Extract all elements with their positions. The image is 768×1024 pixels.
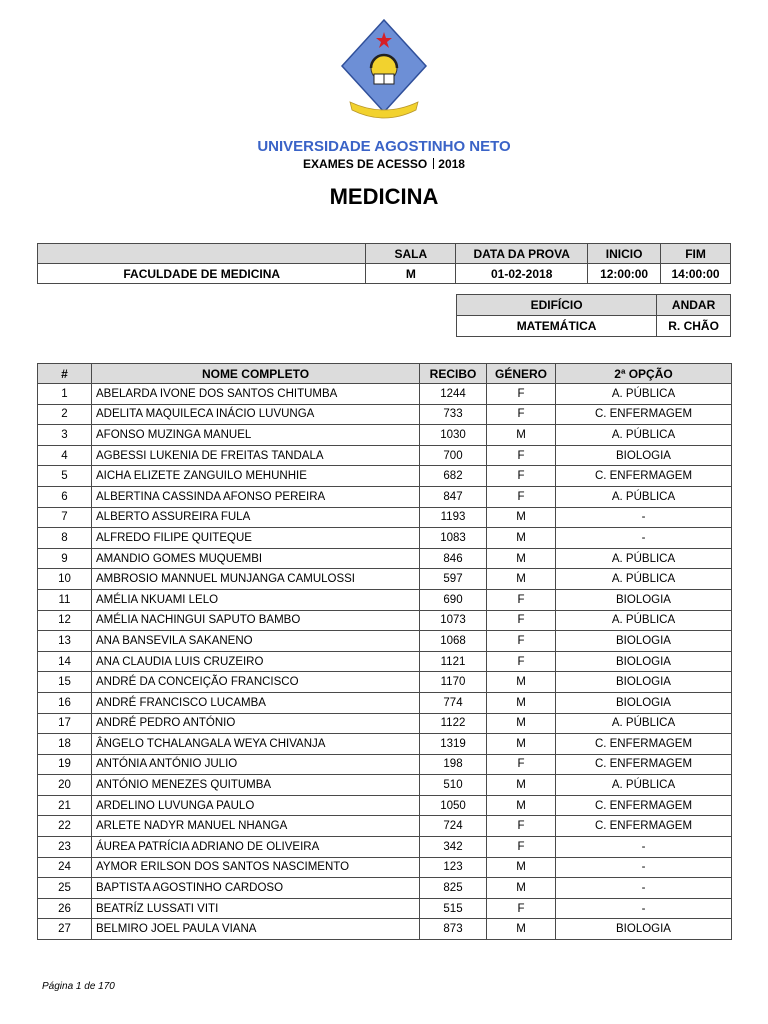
table-row <box>38 569 732 590</box>
recibo-cell: 1050 <box>420 795 487 816</box>
row-number-cell: 22 <box>38 816 92 837</box>
row-number-cell: 8 <box>38 528 92 549</box>
table-row <box>38 610 732 631</box>
genero-cell: M <box>487 878 556 899</box>
table-row <box>38 384 732 405</box>
segunda-opcao-cell: A. PÚBLICA <box>556 569 732 590</box>
location-row <box>457 316 731 337</box>
recibo-cell: 1073 <box>420 610 487 631</box>
student-name-cell: BELMIRO JOEL PAULA VIANA <box>92 919 420 940</box>
column-header-opcao: 2ª OPÇÃO <box>556 364 732 384</box>
student-name-cell: ALBERTO ASSUREIRA FULA <box>92 507 420 528</box>
segunda-opcao-cell: BIOLOGIA <box>556 692 732 713</box>
students-table <box>37 363 732 940</box>
row-number-cell: 23 <box>38 837 92 858</box>
segunda-opcao-cell: A. PÚBLICA <box>556 548 732 569</box>
table-row <box>38 775 732 796</box>
genero-cell: M <box>487 734 556 755</box>
segunda-opcao-cell: A. PÚBLICA <box>556 775 732 796</box>
student-name-cell: ANDRÉ FRANCISCO LUCAMBA <box>92 692 420 713</box>
student-name-cell: ANDRÉ PEDRO ANTÓNIO <box>92 713 420 734</box>
student-name-cell: AICHA ELIZETE ZANGUILO MEHUNHIE <box>92 466 420 487</box>
recibo-cell: 198 <box>420 754 487 775</box>
row-number-cell: 16 <box>38 692 92 713</box>
column-header-genero: GÉNERO <box>487 364 556 384</box>
segunda-opcao-cell: C. ENFERMAGEM <box>556 404 732 425</box>
recibo-cell: 1122 <box>420 713 487 734</box>
row-number-cell: 6 <box>38 486 92 507</box>
genero-cell: M <box>487 425 556 446</box>
segunda-opcao-cell: - <box>556 857 732 878</box>
student-name-cell: AFONSO MUZINGA MANUEL <box>92 425 420 446</box>
row-number-cell: 21 <box>38 795 92 816</box>
row-number-cell: 5 <box>38 466 92 487</box>
genero-cell: F <box>487 631 556 652</box>
students-table-body <box>38 384 732 940</box>
student-name-cell: AMBROSIO MANNUEL MUNJANGA CAMULOSSI <box>92 569 420 590</box>
university-emblem-icon <box>338 18 430 130</box>
segunda-opcao-cell: BIOLOGIA <box>556 651 732 672</box>
recibo-cell: 873 <box>420 919 487 940</box>
recibo-cell: 733 <box>420 404 487 425</box>
exam-subtitle <box>0 157 768 171</box>
genero-cell: F <box>487 589 556 610</box>
genero-cell: F <box>487 898 556 919</box>
table-row <box>38 919 732 940</box>
recibo-cell: 1068 <box>420 631 487 652</box>
table-row <box>38 754 732 775</box>
andar-header: ANDAR <box>657 295 731 316</box>
student-name-cell: AYMOR ERILSON DOS SANTOS NASCIMENTO <box>92 857 420 878</box>
row-number-cell: 10 <box>38 569 92 590</box>
student-name-cell: ADELITA MAQUILECA INÁCIO LUVUNGA <box>92 404 420 425</box>
column-header-name: NOME COMPLETO <box>92 364 420 384</box>
row-number-cell: 7 <box>38 507 92 528</box>
student-name-cell: BEATRÍZ LUSSATI VITI <box>92 898 420 919</box>
genero-cell: F <box>487 445 556 466</box>
recibo-cell: 774 <box>420 692 487 713</box>
recibo-cell: 1170 <box>420 672 487 693</box>
recibo-cell: 1244 <box>420 384 487 405</box>
recibo-cell: 515 <box>420 898 487 919</box>
student-name-cell: ANDRÉ DA CONCEIÇÃO FRANCISCO <box>92 672 420 693</box>
recibo-cell: 724 <box>420 816 487 837</box>
blank-header-cell <box>38 244 366 264</box>
row-number-cell: 24 <box>38 857 92 878</box>
row-number-cell: 1 <box>38 384 92 405</box>
exam-info-table <box>37 243 731 284</box>
row-number-cell: 18 <box>38 734 92 755</box>
table-row <box>38 507 732 528</box>
student-name-cell: AMÉLIA NKUAMI LELO <box>92 589 420 610</box>
row-number-cell: 25 <box>38 878 92 899</box>
student-name-cell: AMANDIO GOMES MUQUEMBI <box>92 548 420 569</box>
recibo-cell: 1319 <box>420 734 487 755</box>
edificio-header: EDIFÍCIO <box>457 295 657 316</box>
genero-cell: M <box>487 569 556 590</box>
genero-cell: F <box>487 610 556 631</box>
student-name-cell: ÁUREA PATRÍCIA ADRIANO DE OLIVEIRA <box>92 837 420 858</box>
segunda-opcao-cell: A. PÚBLICA <box>556 384 732 405</box>
genero-cell: M <box>487 548 556 569</box>
andar-cell: R. CHÃO <box>657 316 731 337</box>
genero-cell: M <box>487 795 556 816</box>
data-header: DATA DA PROVA <box>456 244 588 264</box>
genero-cell: F <box>487 486 556 507</box>
genero-cell: M <box>487 775 556 796</box>
university-name: UNIVERSIDADE AGOSTINHO NETO <box>257 138 511 155</box>
row-number-cell: 2 <box>38 404 92 425</box>
inicio-header: INICIO <box>588 244 661 264</box>
table-row <box>38 486 732 507</box>
inicio-cell: 12:00:00 <box>588 264 661 284</box>
segunda-opcao-cell: BIOLOGIA <box>556 445 732 466</box>
course-title: MEDICINA <box>329 184 439 209</box>
student-name-cell: ALFREDO FILIPE QUITEQUE <box>92 528 420 549</box>
segunda-opcao-cell: A. PÚBLICA <box>556 425 732 446</box>
row-number-cell: 3 <box>38 425 92 446</box>
segunda-opcao-cell: - <box>556 507 732 528</box>
recibo-cell: 123 <box>420 857 487 878</box>
student-name-cell: ABELARDA IVONE DOS SANTOS CHITUMBA <box>92 384 420 405</box>
fim-header: FIM <box>661 244 731 264</box>
table-row <box>38 631 732 652</box>
location-table <box>456 294 731 337</box>
genero-cell: F <box>487 384 556 405</box>
recibo-cell: 1083 <box>420 528 487 549</box>
table-row <box>38 528 732 549</box>
recibo-cell: 846 <box>420 548 487 569</box>
students-header-row <box>38 364 732 384</box>
table-row <box>38 837 732 858</box>
recibo-cell: 825 <box>420 878 487 899</box>
genero-cell: M <box>487 528 556 549</box>
row-number-cell: 27 <box>38 919 92 940</box>
student-name-cell: AMÉLIA NACHINGUI SAPUTO BAMBO <box>92 610 420 631</box>
genero-cell: F <box>487 404 556 425</box>
segunda-opcao-cell: C. ENFERMAGEM <box>556 816 732 837</box>
table-row <box>38 466 732 487</box>
university-logo <box>338 18 430 130</box>
row-number-cell: 14 <box>38 651 92 672</box>
page-number: Página 1 de 170 <box>42 981 115 992</box>
table-row <box>38 816 732 837</box>
recibo-cell: 597 <box>420 569 487 590</box>
location-header-row <box>457 295 731 316</box>
edificio-cell: MATEMÁTICA <box>457 316 657 337</box>
sala-cell: M <box>366 264 456 284</box>
genero-cell: M <box>487 713 556 734</box>
row-number-cell: 15 <box>38 672 92 693</box>
segunda-opcao-cell: - <box>556 898 732 919</box>
genero-cell: F <box>487 837 556 858</box>
row-number-cell: 13 <box>38 631 92 652</box>
recibo-cell: 700 <box>420 445 487 466</box>
segunda-opcao-cell: C. ENFERMAGEM <box>556 795 732 816</box>
separator <box>433 158 434 169</box>
recibo-cell: 847 <box>420 486 487 507</box>
exam-info-header-row <box>38 244 731 264</box>
table-row <box>38 878 732 899</box>
genero-cell: M <box>487 672 556 693</box>
table-row <box>38 548 732 569</box>
recibo-cell: 690 <box>420 589 487 610</box>
student-name-cell: ARDELINO LUVUNGA PAULO <box>92 795 420 816</box>
segunda-opcao-cell: - <box>556 528 732 549</box>
exam-year: 2018 <box>438 157 465 171</box>
table-row <box>38 651 732 672</box>
recibo-cell: 1121 <box>420 651 487 672</box>
segunda-opcao-cell: C. ENFERMAGEM <box>556 466 732 487</box>
column-header-recibo: RECIBO <box>420 364 487 384</box>
recibo-cell: 1193 <box>420 507 487 528</box>
segunda-opcao-cell: A. PÚBLICA <box>556 713 732 734</box>
table-row <box>38 425 732 446</box>
segunda-opcao-cell: - <box>556 837 732 858</box>
genero-cell: M <box>487 857 556 878</box>
recibo-cell: 342 <box>420 837 487 858</box>
row-number-cell: 20 <box>38 775 92 796</box>
row-number-cell: 9 <box>38 548 92 569</box>
student-name-cell: ANTÓNIO MENEZES QUITUMBA <box>92 775 420 796</box>
genero-cell: M <box>487 692 556 713</box>
segunda-opcao-cell: BIOLOGIA <box>556 919 732 940</box>
faculty-cell: FACULDADE DE MEDICINA <box>38 264 366 284</box>
table-row <box>38 672 732 693</box>
data-cell: 01-02-2018 <box>456 264 588 284</box>
segunda-opcao-cell: - <box>556 878 732 899</box>
genero-cell: F <box>487 651 556 672</box>
segunda-opcao-cell: BIOLOGIA <box>556 672 732 693</box>
student-name-cell: AGBESSI LUKENIA DE FREITAS TANDALA <box>92 445 420 466</box>
fim-cell: 14:00:00 <box>661 264 731 284</box>
segunda-opcao-cell: A. PÚBLICA <box>556 610 732 631</box>
row-number-cell: 12 <box>38 610 92 631</box>
table-row <box>38 857 732 878</box>
genero-cell: M <box>487 507 556 528</box>
genero-cell: F <box>487 754 556 775</box>
exam-info-row <box>38 264 731 284</box>
student-name-cell: ANA BANSEVILA SAKANENO <box>92 631 420 652</box>
table-row <box>38 404 732 425</box>
sala-header: SALA <box>366 244 456 264</box>
table-row <box>38 713 732 734</box>
genero-cell: F <box>487 466 556 487</box>
student-name-cell: ANA CLAUDIA LUIS CRUZEIRO <box>92 651 420 672</box>
row-number-cell: 17 <box>38 713 92 734</box>
student-name-cell: BAPTISTA AGOSTINHO CARDOSO <box>92 878 420 899</box>
student-name-cell: ALBERTINA CASSINDA AFONSO PEREIRA <box>92 486 420 507</box>
genero-cell: M <box>487 919 556 940</box>
table-row <box>38 445 732 466</box>
genero-cell: F <box>487 816 556 837</box>
row-number-cell: 19 <box>38 754 92 775</box>
table-row <box>38 898 732 919</box>
student-name-cell: ÂNGELO TCHALANGALA WEYA CHIVANJA <box>92 734 420 755</box>
table-row <box>38 795 732 816</box>
recibo-cell: 510 <box>420 775 487 796</box>
segunda-opcao-cell: BIOLOGIA <box>556 631 732 652</box>
segunda-opcao-cell: C. ENFERMAGEM <box>556 754 732 775</box>
table-row <box>38 692 732 713</box>
recibo-cell: 682 <box>420 466 487 487</box>
segunda-opcao-cell: BIOLOGIA <box>556 589 732 610</box>
student-name-cell: ANTÓNIA ANTÓNIO JULIO <box>92 754 420 775</box>
column-header-number: # <box>38 364 92 384</box>
row-number-cell: 11 <box>38 589 92 610</box>
exam-label: EXAMES DE ACESSO <box>303 157 428 171</box>
table-row <box>38 589 732 610</box>
segunda-opcao-cell: C. ENFERMAGEM <box>556 734 732 755</box>
recibo-cell: 1030 <box>420 425 487 446</box>
row-number-cell: 4 <box>38 445 92 466</box>
table-row <box>38 734 732 755</box>
row-number-cell: 26 <box>38 898 92 919</box>
segunda-opcao-cell: A. PÚBLICA <box>556 486 732 507</box>
student-name-cell: ARLETE NADYR MANUEL NHANGA <box>92 816 420 837</box>
